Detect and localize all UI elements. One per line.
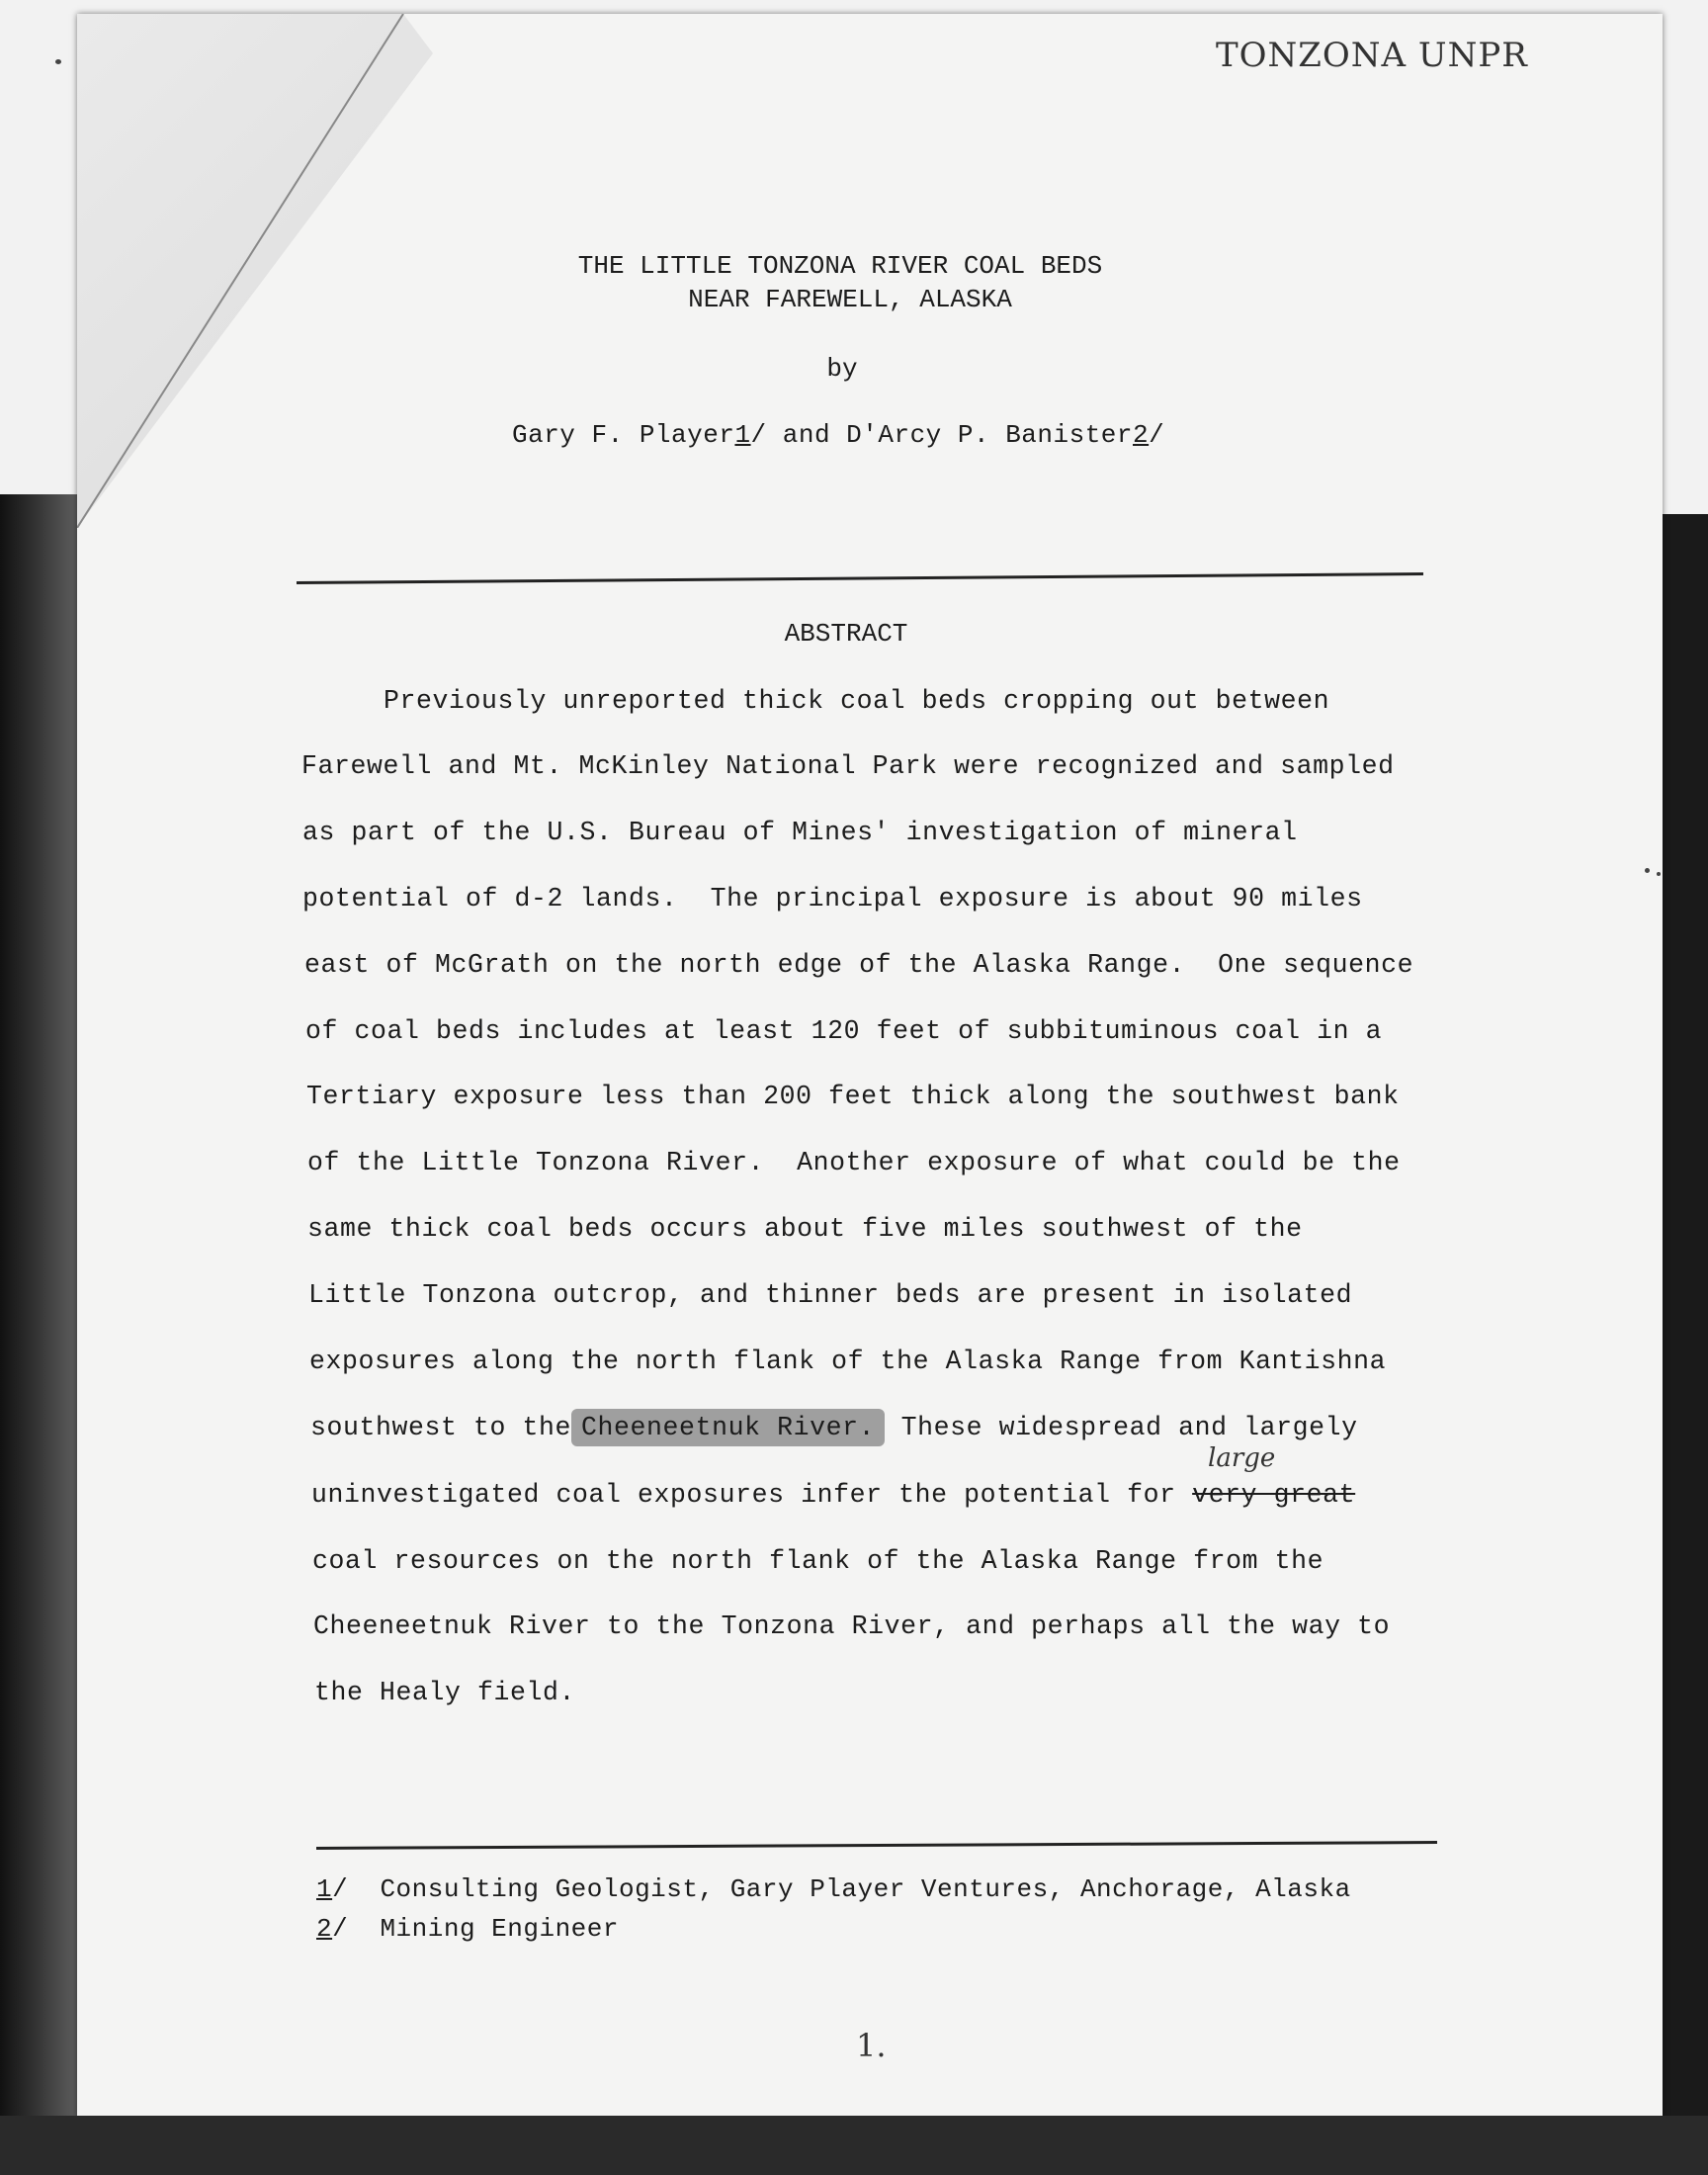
abstract-line: coal resources on the north flank of the Alaska Range from the	[312, 1546, 1324, 1576]
author-1: Gary F. Player	[512, 420, 735, 450]
line-text: These widespread and largely	[885, 1413, 1358, 1442]
scanner-background-left	[0, 494, 89, 2175]
byline-authors	[512, 420, 1164, 450]
abstract-heading: ABSTRACT	[784, 619, 908, 649]
page-number: 1.	[856, 2027, 887, 2064]
footnote-2	[316, 1914, 619, 1944]
handwritten-correction: large	[1208, 1443, 1276, 1473]
highlighted-river-name: Cheeneetnuk River.	[571, 1409, 885, 1446]
document-page	[77, 14, 1663, 2118]
footnote-slash: /	[332, 1874, 349, 1904]
scanner-background-bottom	[0, 2116, 1708, 2175]
scan-speck	[1657, 872, 1661, 876]
author-1-footnote-mark: 1	[734, 420, 751, 450]
byline-by: by	[826, 354, 858, 384]
footnote-1	[316, 1874, 1351, 1904]
footnote-2-mark: 2	[316, 1914, 333, 1944]
abstract-line: Little Tonzona outcrop, and thinner beds are present in isolated	[308, 1280, 1353, 1310]
abstract-line: same thick coal beds occurs about five miles southwest of the	[307, 1214, 1303, 1244]
abstract-line: Farewell and Mt. McKinley National Park were recognized and sampled	[301, 751, 1395, 781]
scan-speck	[55, 59, 61, 64]
footnote-slash: /	[332, 1914, 349, 1944]
abstract-line: exposures along the north flank of the Alaska Range from Kantishna	[309, 1347, 1387, 1376]
byline-connector: / and D'Arcy P. Banister	[750, 420, 1134, 450]
scan-speck	[1645, 868, 1650, 873]
abstract-line: Previously unreported thick coal beds cropping out between	[384, 686, 1330, 716]
abstract-line-struck	[311, 1480, 1355, 1510]
line-text: southwest to the	[310, 1413, 572, 1442]
abstract-line-highlighted	[310, 1413, 1358, 1442]
abstract-line: Cheeneetnuk River to the Tonzona River, and perhaps all the way to	[313, 1611, 1391, 1641]
abstract-line: Tertiary exposure less than 200 feet thick along the southwest bank	[306, 1082, 1400, 1111]
footnote-1-mark: 1	[316, 1874, 333, 1904]
abstract-line: as part of the U.S. Bureau of Mines' investigation of mineral	[302, 818, 1298, 847]
title-line-1: THE LITTLE TONZONA RIVER COAL BEDS	[577, 251, 1103, 281]
byline-end: /	[1149, 420, 1165, 450]
handwritten-header: TONZONA UNPR	[1216, 36, 1528, 75]
abstract-line: potential of d-2 lands. The principal exposure is about 90 miles	[302, 884, 1363, 914]
abstract-line: east of McGrath on the north edge of the Alaska Range. One sequence	[304, 950, 1414, 980]
struck-text: very great	[1192, 1480, 1356, 1510]
abstract-line: of the Little Tonzona River. Another exposure of what could be the	[307, 1148, 1401, 1177]
title-line-2: NEAR FAREWELL, ALASKA	[688, 285, 1012, 314]
footnote-1-text: Consulting Geologist, Gary Player Ventures, Anchorage, Alaska	[380, 1874, 1351, 1904]
line-text: uninvestigated coal exposures infer the potential for	[311, 1480, 1193, 1510]
author-2-footnote-mark: 2	[1133, 420, 1150, 450]
footnote-2-text: Mining Engineer	[380, 1914, 619, 1944]
abstract-line: the Healy field.	[314, 1678, 576, 1707]
abstract-line: of coal beds includes at least 120 feet of subbituminous coal in a	[305, 1016, 1383, 1046]
